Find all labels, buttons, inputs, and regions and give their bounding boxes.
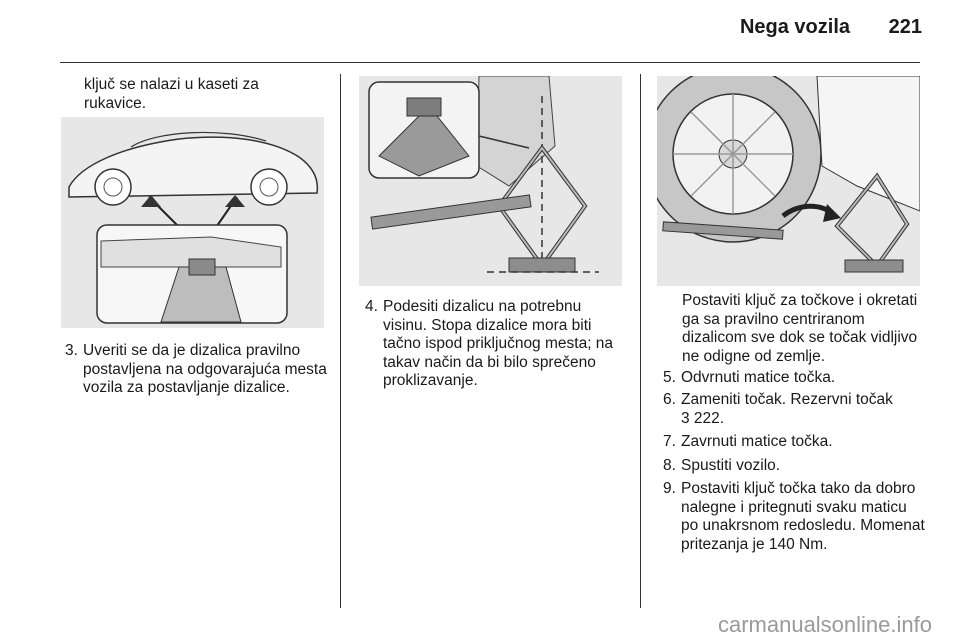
car-jack-points-illustration bbox=[61, 117, 324, 328]
step-number: 9. bbox=[663, 480, 676, 497]
column-divider-1 bbox=[340, 74, 341, 608]
step-text: Odvrnuti matice točka. bbox=[681, 369, 836, 386]
step-text: Postaviti ključ točka tako da dobro nalegne i pritegnuti svaku maticu po unakrsnom redosledu. Momenat pritezanja je 140 Nm. bbox=[681, 480, 925, 553]
section-title: Nega vozila bbox=[739, 16, 850, 38]
column3-intro: Postaviti ključ za točkove i okretati ga sa pravilno centriranom dizalicom sve dok se točak vidljivo ne odigne od zemlje. bbox=[682, 292, 918, 365]
step-text-main: Zameniti točak. Rezervni točak bbox=[681, 391, 893, 408]
step-text: Spustiti vozilo. bbox=[681, 457, 781, 474]
step-7 bbox=[663, 433, 925, 453]
step-number: 7. bbox=[663, 433, 676, 450]
step-4 bbox=[365, 298, 627, 398]
step-8 bbox=[663, 457, 925, 477]
page-number: 221 bbox=[888, 16, 922, 38]
step-text bbox=[681, 391, 925, 428]
step-3 bbox=[65, 342, 327, 422]
header-rule bbox=[60, 62, 920, 63]
jack-positioning-illustration bbox=[359, 76, 622, 286]
figure-jack-under-point bbox=[359, 76, 622, 286]
step-5 bbox=[663, 369, 925, 389]
step-text: Zavrnuti matice točka. bbox=[681, 433, 833, 450]
figure-crank-jack bbox=[657, 76, 920, 286]
step-number: 8. bbox=[663, 457, 676, 474]
step-number: 4. bbox=[365, 298, 378, 315]
step-text: Podesiti dizalicu na potrebnu visinu. Stopa dizalice mora biti tačno ispod priključnog mesta; na takav način da bi bilo sprečeno proklizavanje. bbox=[383, 298, 614, 389]
watermark: carmanualsonline.info bbox=[717, 612, 932, 637]
step-number: 6. bbox=[663, 391, 676, 408]
step-number: 5. bbox=[663, 369, 676, 386]
column1-intro: ključ se nalazi u kaseti za rukavice. bbox=[84, 76, 259, 112]
step-9 bbox=[663, 480, 925, 560]
step-6 bbox=[663, 391, 925, 431]
figure-car-jack-points bbox=[61, 117, 324, 328]
column-divider-2 bbox=[640, 74, 641, 608]
step-text: Uveriti se da je dizalica pravilno postavljena na odgovarajuća mesta vozila za postavljanje dizalice. bbox=[83, 342, 327, 396]
step-number: 3. bbox=[65, 342, 78, 359]
page-reference-link[interactable]: 3 222. bbox=[681, 409, 725, 427]
crank-jack-illustration bbox=[657, 76, 920, 286]
